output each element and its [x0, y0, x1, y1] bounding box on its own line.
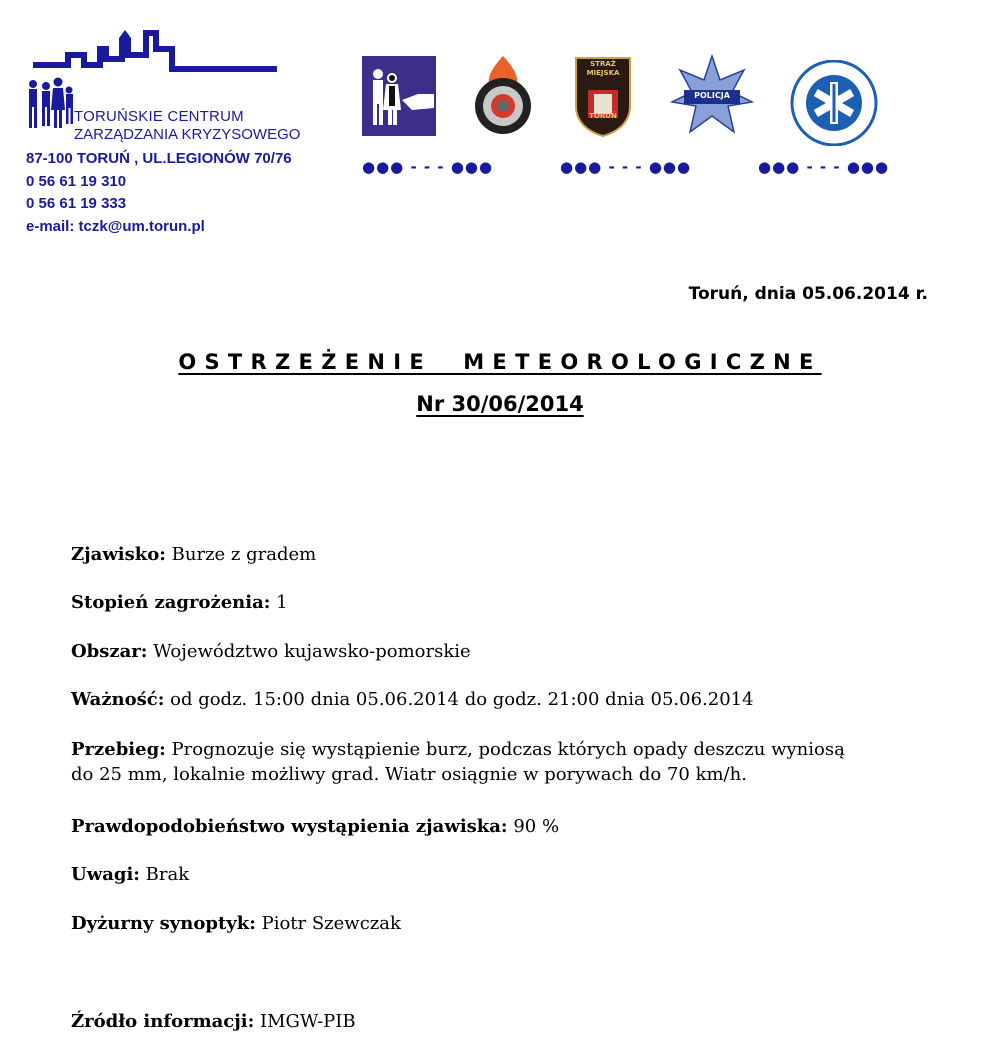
- org-email: e-mail: tczk@um.torun.pl: [26, 218, 205, 235]
- field-uwagi: Uwagi: Brak: [71, 864, 190, 885]
- org-name-line2: ZARZĄDZANIA KRYZYSOWEGO: [74, 126, 301, 143]
- org-address: 87-100 TORUŃ , UL.LEGIONÓW 70/76: [26, 150, 292, 167]
- document-title: [0, 350, 1000, 374]
- field-przebieg: Przebieg: Prognozuje się wystąpienie burz, podczas których opady deszczu wyniosą do 25 mm, lokalnie możliwy grad. Wiatr osiągnie w porywach do 70 km/h.: [71, 739, 845, 785]
- field-prawdopodobienstwo: Prawdopodobieństwo wystąpienia zjawiska: 90 %: [71, 816, 560, 837]
- field-stopien-zagrozenia: Stopień zagrożenia: 1: [71, 592, 288, 613]
- field-dyzurny-synoptyk: Dyżurny synoptyk: Piotr Szewczak: [71, 913, 401, 934]
- document-number-text: Nr 30/06/2014: [416, 392, 584, 416]
- field-waznosc: Ważność: od godz. 15:00 dnia 05.06.2014 do godz. 21:00 dnia 05.06.2014: [71, 689, 754, 710]
- dot-separator-1: ●●● - - - ●●●: [362, 158, 494, 176]
- document-number: [0, 392, 1000, 416]
- org-phone-1: 0 56 61 19 310: [26, 173, 127, 190]
- dot-separator-2: ●●● - - - ●●●: [560, 158, 692, 176]
- org-name-line1: TORUŃSKIE CENTRUM: [74, 108, 244, 125]
- fire-brigade-emblem-icon: [470, 54, 536, 138]
- dot-separator-3: ●●● - - - ●●●: [758, 158, 890, 176]
- document-title-text: OSTRZEŻENIE METEOROLOGICZNE: [178, 350, 822, 374]
- org-phone-2: 0 56 61 19 333: [26, 195, 127, 212]
- field-obszar: Obszar: Województwo kujawsko-pomorskie: [71, 641, 471, 662]
- police-star-text: POLICJA: [694, 91, 730, 100]
- document-date: Toruń, dnia 05.06.2014 r.: [688, 284, 928, 304]
- field-zrodlo-informacji: Źródło informacji: IMGW-PIB: [71, 1011, 356, 1032]
- field-zjawisko: Zjawisko: Burze z gradem: [71, 544, 317, 565]
- medical-rescue-text: [788, 60, 880, 146]
- city-guard-emblem-text: STRAŻ MIEJSKA TORUŃ: [586, 60, 620, 120]
- family-help-icon: [362, 56, 436, 136]
